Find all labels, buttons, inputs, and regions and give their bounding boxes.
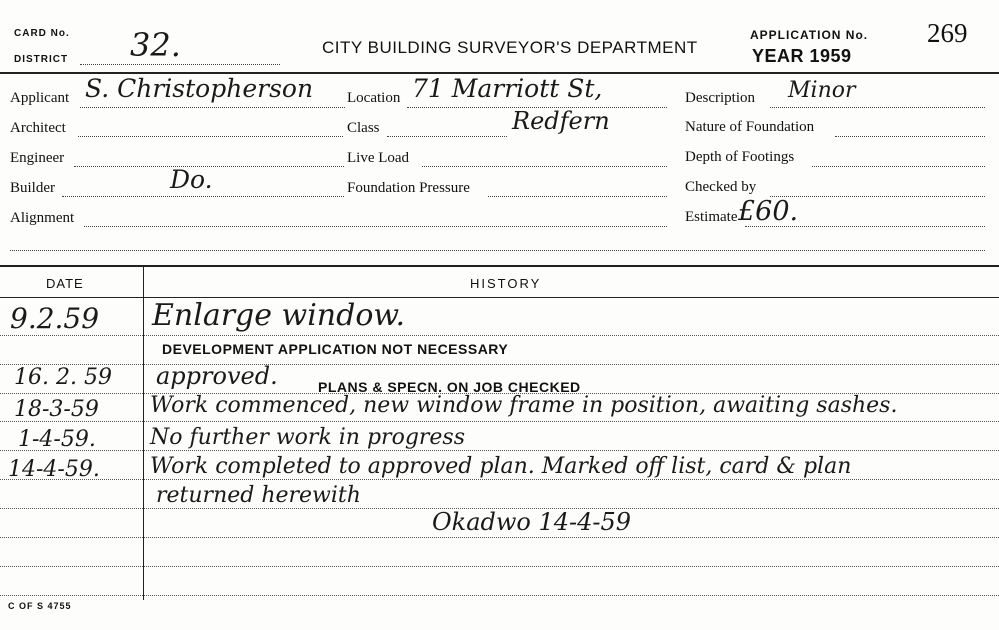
- card-no-label: CARD No.: [14, 28, 70, 39]
- date-column-divider: [143, 266, 144, 600]
- district-value: 32.: [130, 26, 181, 64]
- history-date: 9.2.59: [10, 302, 100, 335]
- architect-line: [78, 136, 343, 137]
- foundation-pressure-line: [488, 196, 667, 197]
- history-date: 18-3-59: [14, 397, 99, 422]
- builder-line: [62, 196, 344, 197]
- history-entry: No further work in progress: [150, 425, 466, 450]
- depth-line: [812, 166, 985, 167]
- builder-value: Do.: [170, 165, 213, 194]
- form-code: C OF S 4755: [8, 601, 72, 611]
- history-entry: Work commenced, new window frame in position, awaiting sashes.: [150, 393, 898, 418]
- application-label: APPLICATION No.: [750, 28, 869, 42]
- history-stamp: PLANS & SPECN. ON JOB CHECKED: [318, 379, 581, 395]
- history-entry: Enlarge window.: [152, 298, 406, 333]
- estimate-label: Estimate: [685, 209, 738, 225]
- district-label: DISTRICT: [14, 54, 69, 65]
- location-label: Location: [347, 90, 401, 106]
- history-top-rule: [0, 265, 999, 267]
- applicant-value: S. Christopherson: [85, 74, 314, 103]
- nature-line: [835, 136, 985, 137]
- applicant-label: Applicant: [10, 90, 70, 106]
- history-entry: returned herewith: [156, 483, 361, 508]
- row-line: [0, 421, 999, 422]
- alignment-label: Alignment: [10, 210, 75, 226]
- row-line: [0, 479, 999, 480]
- builder-label: Builder: [10, 180, 55, 196]
- history-stamp: DEVELOPMENT APPLICATION NOT NECESSARY: [162, 341, 509, 357]
- foundation-pressure-label: Foundation Pressure: [347, 180, 470, 196]
- history-signature: Okadwo 14-4-59: [432, 508, 632, 536]
- application-number: 269: [927, 18, 968, 48]
- description-line: [770, 107, 985, 108]
- location-value: 71 Marriott St,: [412, 74, 603, 103]
- live-load-label: Live Load: [347, 150, 410, 166]
- engineer-label: Engineer: [10, 150, 65, 166]
- depth-label: Depth of Footings: [685, 149, 795, 165]
- description-value: Minor: [788, 78, 856, 103]
- history-date: 16. 2. 59: [14, 365, 112, 390]
- checked-by-label: Checked by: [685, 179, 757, 195]
- live-load-line: [422, 166, 667, 167]
- row-line: [0, 335, 999, 336]
- alignment-line: [84, 226, 667, 227]
- checked-by-line: [770, 196, 985, 197]
- history-header: HISTORY: [470, 276, 542, 291]
- row-line: [0, 450, 999, 451]
- row-line: [0, 595, 999, 596]
- class-label: Class: [347, 120, 380, 136]
- date-header: DATE: [46, 276, 84, 291]
- row-line: [0, 537, 999, 538]
- nature-label: Nature of Foundation: [685, 119, 815, 135]
- year-label: YEAR 1959: [752, 46, 852, 66]
- history-date: 14-4-59.: [8, 457, 100, 482]
- applicant-line: [80, 107, 345, 108]
- estimate-value: £60.: [738, 196, 799, 227]
- blank-field-line: [10, 250, 985, 251]
- row-line: [0, 566, 999, 567]
- history-date: 1-4-59.: [18, 427, 96, 452]
- history-entry: approved.: [156, 362, 278, 390]
- location-suburb: Redfern: [512, 107, 610, 135]
- district-line: [80, 64, 280, 65]
- history-entry: Work completed to approved plan. Marked off list, card & plan: [150, 454, 852, 479]
- history-header-rule: [0, 297, 999, 298]
- class-line: [387, 136, 507, 137]
- row-line: [0, 364, 999, 365]
- architect-label: Architect: [10, 120, 66, 136]
- department-title: CITY BUILDING SURVEYOR'S DEPARTMENT: [322, 38, 698, 57]
- description-label: Description: [685, 90, 755, 106]
